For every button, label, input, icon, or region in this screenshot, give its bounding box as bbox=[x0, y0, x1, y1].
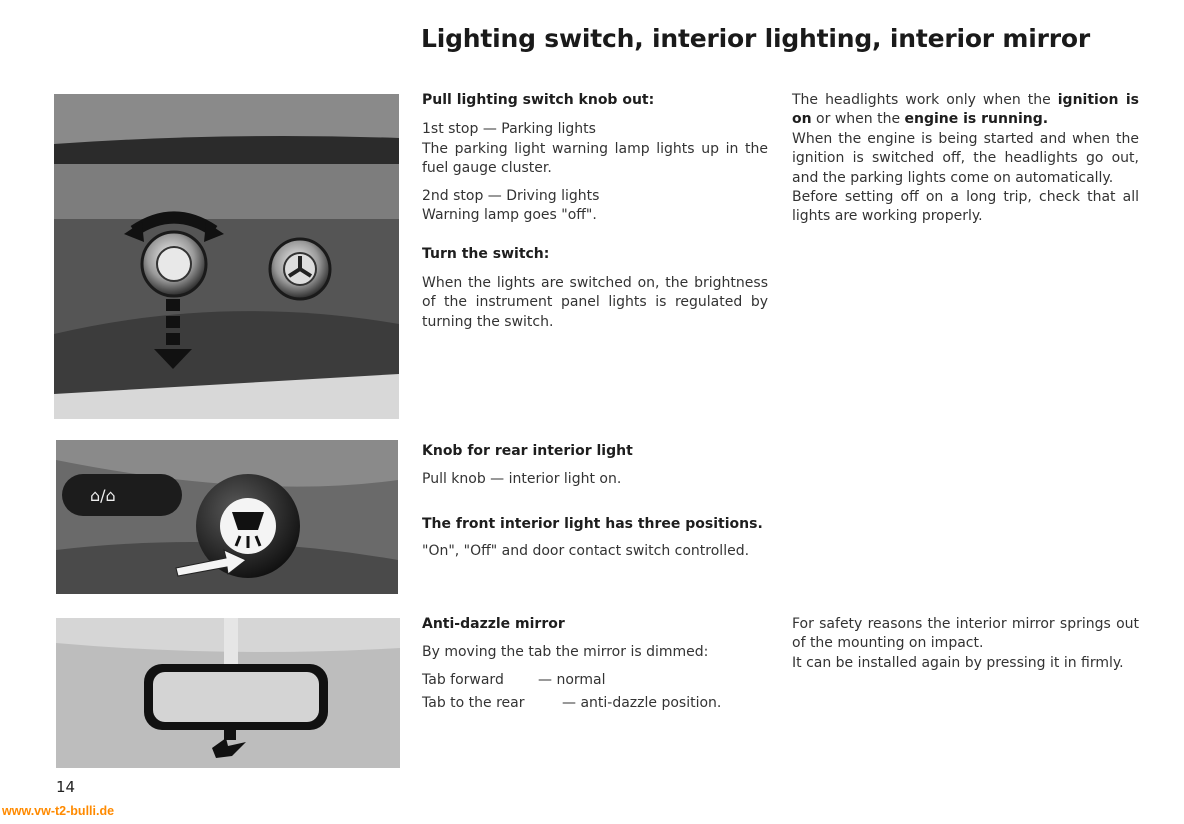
turn-desc: When the lights are switched on, the brightness of the instrument panel lights is regulated by turning the switch. bbox=[422, 274, 768, 330]
stop2-desc: Warning lamp goes "off". bbox=[422, 207, 597, 224]
mirror-section bbox=[422, 615, 768, 714]
rear-light-heading: Knob for rear interior light bbox=[422, 443, 633, 459]
safety-p2: It can be installed again by pressing it in firmly. bbox=[792, 654, 1124, 671]
safety-section bbox=[792, 615, 1139, 673]
headlights-p3: Before setting off on a long trip, check that all lights are working properly. bbox=[792, 189, 1139, 225]
lighting-switch-section bbox=[422, 91, 768, 332]
headlights-p2: When the engine is being started and when the ignition is switched off, the headlights go out, and the parking lights come on automatically. bbox=[792, 130, 1139, 186]
interior-light-photo bbox=[56, 440, 398, 594]
wiper-icon bbox=[62, 474, 182, 516]
interior-light-icon bbox=[220, 498, 276, 554]
mirror-rear: Tab to the rear — anti-dazzle position. bbox=[422, 695, 722, 712]
headlights-section bbox=[792, 91, 1139, 227]
rear-light-desc: Pull knob — interior light on. bbox=[422, 471, 622, 488]
mirror-forward: Tab forward — normal bbox=[422, 671, 606, 688]
turn-heading: Turn the switch: bbox=[422, 246, 550, 263]
lighting-heading: Pull lighting switch knob out: bbox=[422, 92, 655, 108]
watermark-link[interactable]: www.vw-t2-bulli.de bbox=[2, 804, 115, 818]
rear-light-section bbox=[422, 442, 768, 562]
stop1-desc: The parking light warning lamp lights up in the fuel gauge cluster. bbox=[422, 140, 768, 177]
mirror-photo bbox=[56, 618, 400, 768]
front-light-heading: The front interior light has three positions. bbox=[422, 515, 763, 532]
headlights-p1: The headlights work only when the ignition is on or when the engine is running. bbox=[792, 92, 1139, 128]
page-number: 14 bbox=[56, 778, 76, 796]
stop1-label: 1st stop — Parking lights bbox=[422, 121, 596, 138]
front-light-desc: "On", "Off" and door contact switch controlled. bbox=[422, 543, 750, 560]
lighting-switch-photo bbox=[54, 94, 399, 419]
safety-p1: For safety reasons the interior mirror springs out of the mounting on impact. bbox=[792, 616, 1139, 652]
mirror-heading: Anti-dazzle mirror bbox=[422, 616, 565, 632]
stop2-label: 2nd stop — Driving lights bbox=[422, 187, 600, 204]
mirror-intro: By moving the tab the mirror is dimmed: bbox=[422, 644, 709, 661]
svg-text:⌂/⌂: ⌂/⌂ bbox=[90, 486, 116, 505]
page-title: Lighting switch, interior lighting, interior mirror bbox=[421, 24, 1091, 53]
